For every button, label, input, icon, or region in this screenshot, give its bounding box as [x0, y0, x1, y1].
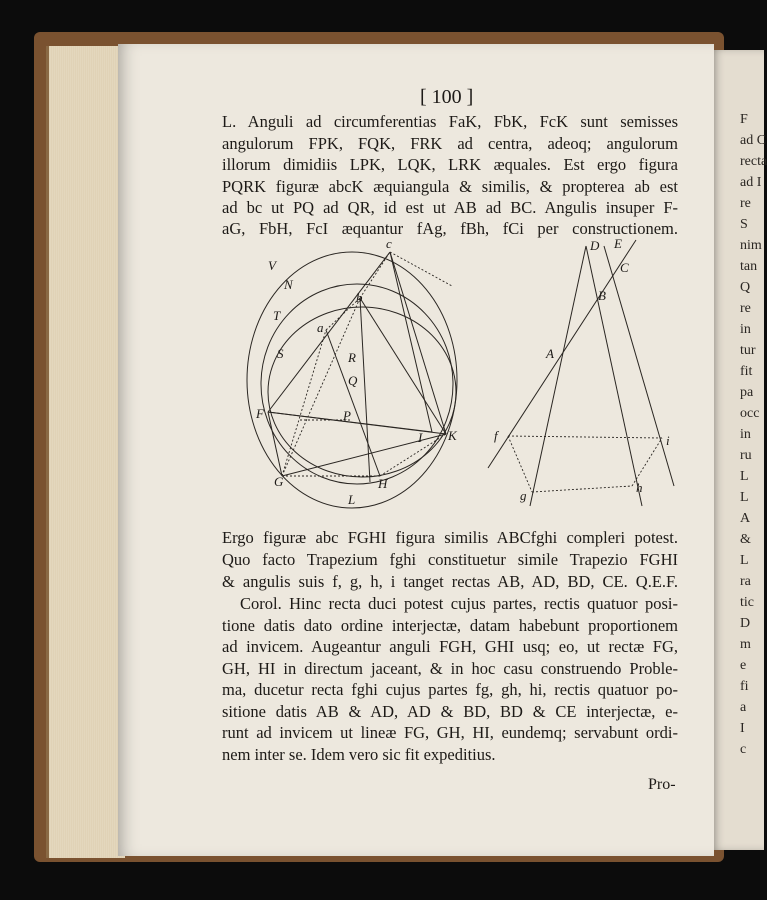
- facing-page-fragment: ra: [740, 574, 751, 589]
- text-line: PQRK figuræ abcK æquiangula & similis, & propterea ab est: [222, 177, 678, 196]
- facing-page-fragment: L: [740, 469, 749, 484]
- facing-page-fragment: tic: [740, 595, 754, 610]
- facing-page-fragment: fi: [740, 679, 749, 694]
- text-line: nem inter se. Idem vero sic fit expeditius.: [222, 745, 496, 764]
- facing-page-fragment: ad C: [740, 133, 767, 148]
- facing-page-fragment: pa: [740, 385, 754, 400]
- figure-label: D: [590, 238, 600, 253]
- facing-page-fragment: L: [740, 490, 749, 505]
- figure-label: H: [378, 476, 388, 491]
- facing-page-fragment: m: [740, 637, 751, 652]
- facing-page-fragment: L: [740, 553, 749, 568]
- figure-label: V: [268, 258, 276, 273]
- facing-page-fragment: re: [740, 301, 751, 316]
- figure-label: b: [356, 290, 363, 305]
- figure-label: E: [614, 236, 622, 251]
- facing-page-fragment: ru: [740, 448, 752, 463]
- facing-page-fragment: c: [740, 742, 747, 757]
- figure-label: S: [277, 346, 284, 361]
- facing-page-fragment: D: [740, 616, 751, 631]
- text-line: tione datis dato ordine interjectæ, datam habebunt proportionem: [222, 616, 678, 635]
- figure-label: C: [620, 260, 629, 275]
- facing-page-fragment: nim: [740, 238, 762, 253]
- text-line: runt ad invicem ut lineæ FG, GH, HI, eundemq; servabunt ordi-: [222, 723, 678, 742]
- text-line: ma, ducetur recta fghi cujus partes fg, gh, hi, rectis quatuor po-: [222, 680, 678, 699]
- figure-label: R: [348, 350, 356, 365]
- text-line: ad invicem. Augeantur anguli FGH, GHI usq; eo, ut rectæ FG,: [222, 637, 678, 656]
- facing-page-fragment: S: [740, 217, 748, 232]
- figure-label: T: [273, 308, 281, 323]
- facing-page-fragment: a: [740, 700, 747, 715]
- facing-page-fragment: re: [740, 196, 751, 211]
- facing-page-fragment: fit: [740, 364, 753, 379]
- facing-page-fragment: occ: [740, 406, 760, 421]
- facing-page-fragment: recta: [740, 154, 767, 169]
- figure-label: h: [636, 480, 643, 495]
- catchword: Pro-: [648, 776, 676, 793]
- figure-label: i: [666, 433, 670, 448]
- facing-page-fragment: I: [740, 721, 745, 736]
- page-number: [ 100 ]: [420, 86, 474, 108]
- figure-label: K: [448, 428, 457, 443]
- text-line: sitione datis AB & AD, AD & BD, BD & CE interjectæ, e-: [222, 702, 678, 721]
- figure-label: P: [343, 408, 351, 423]
- text-line: Quo facto Trapezium fghi constituetur simile Trapezio FGHI: [222, 550, 678, 569]
- facing-page-fragment: in: [740, 427, 751, 442]
- figure-label: A: [546, 346, 554, 361]
- facing-page-fragment: tan: [740, 259, 758, 274]
- text-line: angulorum FPK, FQK, FRK ad centra, adeoq; angulorum: [222, 134, 678, 153]
- figure-label: N: [284, 277, 293, 292]
- facing-page-fragment: e: [740, 658, 747, 673]
- text-line: aG, FbH, FcI æquantur fAg, fBh, fCi per constructionem.: [222, 219, 678, 238]
- facing-page-fragment: Q: [740, 280, 751, 295]
- figure-label: Q: [348, 373, 358, 388]
- text-line: & angulis suis f, g, h, i tanget rectas AB, AD, BD, CE. Q.E.F.: [222, 572, 678, 591]
- figure-label: G: [274, 474, 284, 489]
- figure-label: F: [256, 406, 264, 421]
- figure-label: B: [598, 288, 606, 303]
- figure-label: L: [348, 492, 356, 507]
- figure-label: c: [386, 236, 392, 251]
- text-line: illorum dimidiis LPK, LQK, LRK æquales. Est ergo figura: [222, 155, 678, 174]
- facing-page-fragment: F: [740, 112, 748, 127]
- text-line: ad bc ut PQ ad QR, id est ut AB ad BC. Angulis insuper F-: [222, 198, 678, 217]
- text-line: L. Anguli ad circumferentias FaK, FbK, FcK sunt semisses: [222, 112, 678, 131]
- figure-label: f: [494, 428, 498, 443]
- text-line: GH, HI in directum jaceant, & in hoc casu construendo Proble-: [222, 659, 678, 678]
- facing-page-fragment: tur: [740, 343, 756, 358]
- text-line: Ergo figuræ abc FGHI figura similis ABCfghi compleri potest.: [222, 528, 678, 547]
- facing-page-fragment: in: [740, 322, 751, 337]
- figure-label: a: [317, 320, 324, 335]
- facing-page-fragment: ad I: [740, 175, 762, 190]
- figure-label: I: [418, 430, 423, 445]
- facing-page-fragment: &: [740, 532, 751, 547]
- facing-page-fragment: A: [740, 511, 751, 526]
- figure-label: g: [520, 488, 527, 503]
- text-line: Corol. Hinc recta duci potest cujus partes, rectis quatuor posi-: [240, 594, 678, 613]
